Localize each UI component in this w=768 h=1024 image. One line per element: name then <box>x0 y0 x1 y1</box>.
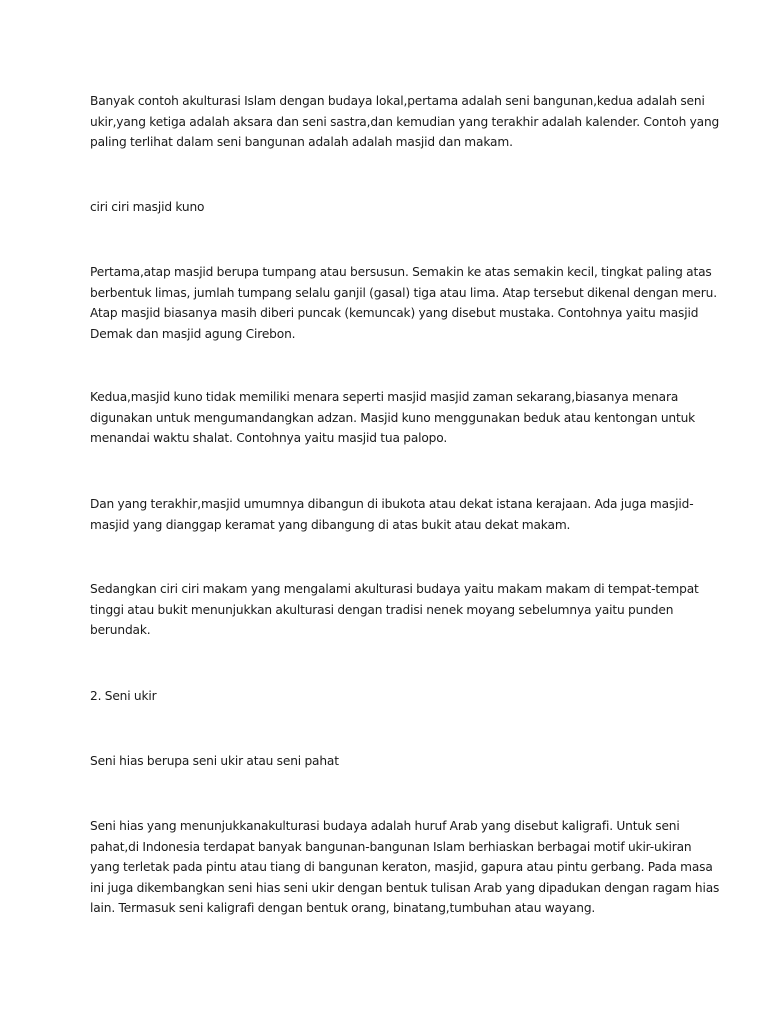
paragraph-kedua <box>90 387 696 449</box>
text-line: Atap masjid biasanya masih diberi puncak (kemuncak) yang disebut mustaka. Contohnya yaitu masjid <box>90 306 699 320</box>
text-line: Banyak contoh akulturasi Islam dengan budaya lokal,pertama adalah seni bangunan,kedua adalah seni <box>90 94 705 108</box>
text-line: ini juga dikembangkan seni hias seni ukir dengan bentuk tulisan Arab yang dipadukan dengan ragam hias <box>90 880 720 895</box>
text-line: lain. Termasuk seni kaligrafi dengan bentuk orang, binatang,tumbuhan atau wayang. <box>90 901 596 915</box>
paragraph-terakhir <box>90 494 694 535</box>
paragraph-pertama <box>90 262 717 344</box>
text-line: berundak. <box>90 623 151 637</box>
text-line: ciri ciri masjid kuno <box>90 200 205 214</box>
text-line: Sedangkan ciri ciri makam yang mengalami akulturasi budaya yaitu makam makam di tempat-tempat <box>90 582 699 596</box>
text-line: Pertama,atap masjid berupa tumpang atau bersusun. Semakin ke atas semakin kecil, tingkat paling atas <box>90 265 712 279</box>
text-line: tinggi atau bukit menunjukkan akulturasi dengan tradisi nenek moyang sebelumnya yaitu punden <box>90 602 674 617</box>
text-line: paling terlihat dalam seni bangunan adalah adalah masjid dan makam. <box>90 135 513 149</box>
section-heading-masjid <box>90 197 690 218</box>
text-line: Demak dan masjid agung Cirebon. <box>90 326 296 341</box>
section-heading-seni-ukir <box>90 686 690 707</box>
paragraph-seni-hias <box>90 816 720 919</box>
text-line: 2. Seni ukir <box>90 689 157 703</box>
text-line: ukir,yang ketiga adalah aksara dan seni sastra,dan kemudian yang terakhir adalah kalender. Contoh yang <box>90 114 720 129</box>
text-line: pahat,di Indonesia terdapat banyak bangunan-bangunan Islam berhiaskan berbagai motif ukir-ukiran <box>90 839 692 854</box>
text-line: digunakan untuk mengumandangkan adzan. Masjid kuno menggunakan beduk atau kentongan untuk <box>90 410 696 425</box>
text-line: Seni hias berupa seni ukir atau seni pahat <box>90 754 339 768</box>
paragraph-intro <box>90 91 720 153</box>
paragraph-makam <box>90 579 699 641</box>
text-line: Kedua,masjid kuno tidak memiliki menara seperti masjid masjid zaman sekarang,biasanya menara <box>90 390 679 404</box>
text-line: masjid yang dianggap keramat yang dibangung di atas bukit atau dekat makam. <box>90 517 571 532</box>
text-line: Seni hias yang menunjukkanakulturasi budaya adalah huruf Arab yang disebut kaligrafi. Untuk seni <box>90 819 680 833</box>
text-line: berbentuk limas, jumlah tumpang selalu ganjil (gasal) tiga atau lima. Atap tersebut dikenal dengan meru. <box>90 285 717 300</box>
text-line: menandai waktu shalat. Contohnya yaitu masjid tua palopo. <box>90 431 448 445</box>
text-line: yang terletak pada pintu atau tiang di bangunan keraton, masjid, gapura atau pintu gerbang. Pada masa <box>90 860 713 874</box>
subheading-seni-hias <box>90 751 690 772</box>
text-line: Dan yang terakhir,masjid umumnya dibangun di ibukota atau dekat istana kerajaan. Ada juga masjid- <box>90 497 694 511</box>
